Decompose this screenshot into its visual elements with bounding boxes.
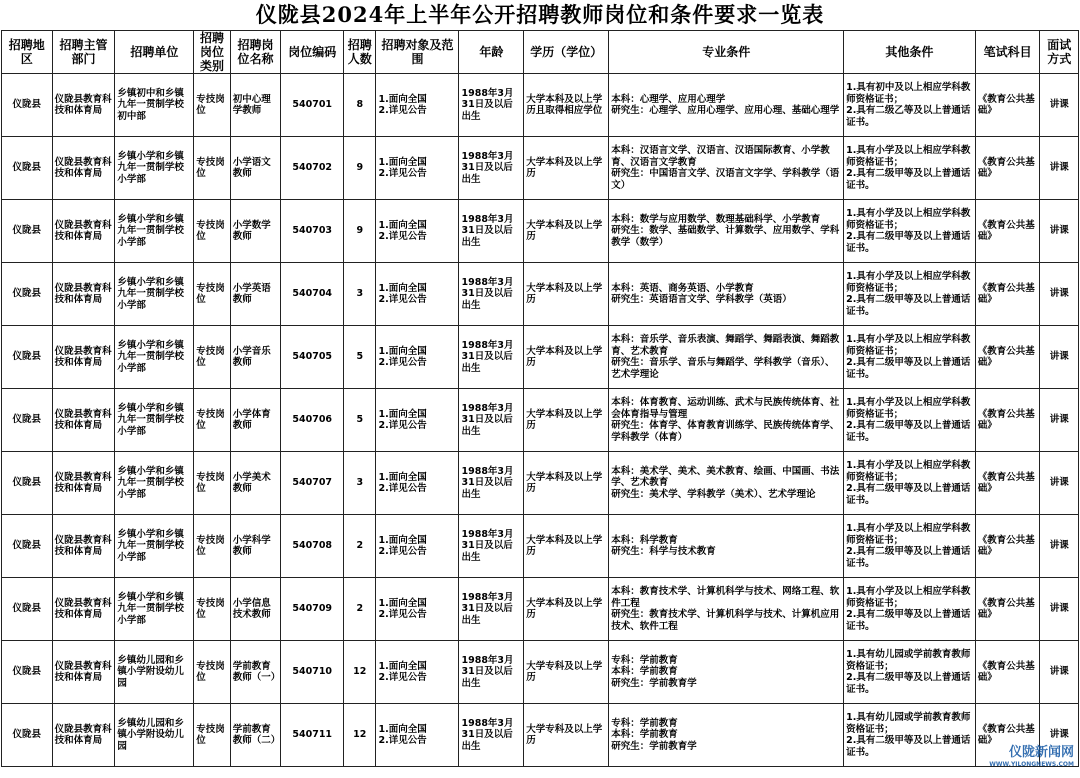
cell-exam: 《教育公共基础》 xyxy=(975,704,1040,767)
cell-category: 专技岗位 xyxy=(194,263,230,326)
cell-code: 540706 xyxy=(281,389,344,452)
major-line: 研究生：科学与技术教育 xyxy=(611,546,716,557)
cell-position: 小学科学教师 xyxy=(230,515,281,578)
cell-target xyxy=(376,137,459,200)
target-line: 2.详见公告 xyxy=(378,420,427,431)
header-target: 招聘对象及范围 xyxy=(376,31,459,74)
other-line: 1.具有初中及以上相应学科教师资格证书； xyxy=(846,82,971,105)
cell-count: 12 xyxy=(344,641,376,704)
cell-code: 540704 xyxy=(281,263,344,326)
major-line: 本科：体育教育、运动训练、武术与民族传统体育、社会体育指导与管理 xyxy=(611,397,840,420)
table-row xyxy=(2,641,1079,704)
other-line: 1.具有小学及以上相应学科教师资格证书； xyxy=(846,145,971,168)
other-line: 1.具有幼儿园或学前教育教师资格证书； xyxy=(846,712,971,735)
target-line: 2.详见公告 xyxy=(378,483,427,494)
target-line: 2.详见公告 xyxy=(378,735,427,746)
other-line: 1.具有小学及以上相应学科教师资格证书； xyxy=(846,397,971,420)
cell-major xyxy=(609,389,844,452)
cell-count: 3 xyxy=(344,452,376,515)
major-line: 本科：美术学、美术、美术教育、绘画、中国画、书法学、艺术教育 xyxy=(611,465,840,489)
cell-category: 专技岗位 xyxy=(194,389,230,452)
major-line: 本科：学前教育 xyxy=(611,729,678,741)
cell-position: 学前教育教师（二） xyxy=(230,704,281,767)
cell-code: 540708 xyxy=(281,515,344,578)
major-line: 研究生：教育技术学、计算机科学与技术、计算机应用技术、软件工程 xyxy=(611,609,840,632)
cell-edu: 大学本科及以上学历 xyxy=(524,137,609,200)
table-row xyxy=(2,704,1079,767)
target-line: 1.面向全国 xyxy=(378,723,427,735)
header-category: 招聘岗位类别 xyxy=(194,31,230,74)
cell-dept: 仪陇县教育科技和体育局 xyxy=(52,515,115,578)
cell-exam: 《教育公共基础》 xyxy=(975,326,1040,389)
target-line: 1.面向全国 xyxy=(378,156,427,168)
cell-category: 专技岗位 xyxy=(194,704,230,767)
cell-position: 初中心理学教师 xyxy=(230,74,281,137)
cell-position: 小学美术教师 xyxy=(230,452,281,515)
cell-count: 9 xyxy=(344,200,376,263)
cell-unit: 乡镇小学和乡镇九年一贯制学校小学部 xyxy=(115,452,194,515)
cell-target xyxy=(376,641,459,704)
major-line: 研究生：学前教育学 xyxy=(611,677,697,689)
cell-major xyxy=(609,704,844,767)
other-line: 2.具有二级甲等及以上普通话证书。 xyxy=(846,420,971,443)
cell-age: 1988年3月31日及以后出生 xyxy=(459,326,524,389)
cell-code: 540711 xyxy=(281,704,344,767)
cell-edu: 大学本科及以上学历 xyxy=(524,326,609,389)
cell-count: 3 xyxy=(344,263,376,326)
cell-count: 5 xyxy=(344,326,376,389)
cell-unit: 乡镇小学和乡镇九年一贯制学校小学部 xyxy=(115,200,194,263)
other-line: 1.具有小学及以上相应学科教师资格证书； xyxy=(846,460,971,483)
cell-unit: 乡镇小学和乡镇九年一贯制学校小学部 xyxy=(115,389,194,452)
cell-category: 专技岗位 xyxy=(194,137,230,200)
cell-code: 540702 xyxy=(281,137,344,200)
other-line: 2.具有二级甲等及以上普通话证书。 xyxy=(846,357,971,380)
target-line: 1.面向全国 xyxy=(378,93,427,105)
major-line: 本科：心理学、应用心理学 xyxy=(611,93,726,105)
table-body xyxy=(2,74,1079,767)
cell-target xyxy=(376,578,459,641)
cell-exam: 《教育公共基础》 xyxy=(975,641,1040,704)
cell-dept: 仪陇县教育科技和体育局 xyxy=(52,263,115,326)
cell-major xyxy=(609,515,844,578)
cell-category: 专技岗位 xyxy=(194,326,230,389)
cell-dept: 仪陇县教育科技和体育局 xyxy=(52,326,115,389)
cell-exam: 《教育公共基础》 xyxy=(975,263,1040,326)
cell-interview: 讲课 xyxy=(1040,263,1079,326)
major-line: 研究生：数学、基础数学、计算数学、应用数学、学科教学（数学） xyxy=(611,225,840,248)
other-line: 2.具有二级甲等及以上普通话证书。 xyxy=(846,672,971,695)
cell-interview: 讲课 xyxy=(1040,200,1079,263)
cell-major xyxy=(609,452,844,515)
cell-age: 1988年3月31日及以后出生 xyxy=(459,263,524,326)
target-line: 2.详见公告 xyxy=(378,609,427,620)
cell-area: 仪陇县 xyxy=(2,641,53,704)
major-line: 本科：英语、商务英语、小学教育 xyxy=(611,282,754,294)
cell-count: 9 xyxy=(344,137,376,200)
cell-edu: 大学本科及以上学历且取得相应学位 xyxy=(524,74,609,137)
cell-other xyxy=(844,641,976,704)
cell-major xyxy=(609,578,844,641)
cell-interview: 讲课 xyxy=(1040,641,1079,704)
cell-dept: 仪陇县教育科技和体育局 xyxy=(52,704,115,767)
cell-count: 2 xyxy=(344,578,376,641)
recruitment-table xyxy=(1,30,1079,767)
major-line: 研究生：体育学、体育教育训练学、民族传统体育学、学科教学（体育） xyxy=(611,420,840,443)
major-line: 研究生：心理学、应用心理学、应用心理、基础心理学 xyxy=(611,105,840,116)
cell-age: 1988年3月31日及以后出生 xyxy=(459,452,524,515)
header-dept: 招聘主管部门 xyxy=(52,31,115,74)
other-line: 2.具有二级甲等及以上普通话证书。 xyxy=(846,294,971,317)
page-title: 仪陇县2024年上半年公开招聘教师岗位和条件要求一览表 xyxy=(255,2,825,27)
cell-interview: 讲课 xyxy=(1040,515,1079,578)
table-row xyxy=(2,578,1079,641)
cell-age: 1988年3月31日及以后出生 xyxy=(459,704,524,767)
cell-edu: 大学专科及以上学历 xyxy=(524,641,609,704)
other-line: 1.具有小学及以上相应学科教师资格证书； xyxy=(846,271,971,294)
other-line: 2.具有二级乙等及以上普通话证书。 xyxy=(846,105,971,128)
major-line: 研究生：学前教育学 xyxy=(611,740,697,752)
target-line: 1.面向全国 xyxy=(378,534,427,546)
cell-edu: 大学专科及以上学历 xyxy=(524,704,609,767)
cell-exam: 《教育公共基础》 xyxy=(975,200,1040,263)
cell-other xyxy=(844,452,976,515)
cell-target xyxy=(376,263,459,326)
cell-area: 仪陇县 xyxy=(2,389,53,452)
cell-position: 学前教育教师（一） xyxy=(230,641,281,704)
major-line: 研究生：中国语言文学、汉语言文字学、学科教学（语文） xyxy=(611,168,840,191)
cell-target xyxy=(376,326,459,389)
cell-age: 1988年3月31日及以后出生 xyxy=(459,641,524,704)
cell-other xyxy=(844,263,976,326)
cell-interview: 讲课 xyxy=(1040,704,1079,767)
cell-other xyxy=(844,137,976,200)
cell-code: 540701 xyxy=(281,74,344,137)
cell-target xyxy=(376,515,459,578)
cell-unit: 乡镇幼儿园和乡镇小学附设幼儿园 xyxy=(115,704,194,767)
other-line: 2.具有二级甲等及以上普通话证书。 xyxy=(846,168,971,191)
target-line: 1.面向全国 xyxy=(378,408,427,420)
cell-count: 2 xyxy=(344,515,376,578)
major-line: 本科：数学与应用数学、数理基础科学、小学教育 xyxy=(611,213,821,225)
cell-position: 小学数学教师 xyxy=(230,200,281,263)
cell-exam: 《教育公共基础》 xyxy=(975,389,1040,452)
cell-target xyxy=(376,74,459,137)
cell-unit: 乡镇小学和乡镇九年一贯制学校小学部 xyxy=(115,137,194,200)
cell-count: 5 xyxy=(344,389,376,452)
cell-age: 1988年3月31日及以后出生 xyxy=(459,74,524,137)
cell-other xyxy=(844,74,976,137)
cell-target xyxy=(376,704,459,767)
header-age: 年龄 xyxy=(459,31,524,74)
major-line: 专科：学前教育 xyxy=(611,717,678,729)
cell-area: 仪陇县 xyxy=(2,704,53,767)
header-count: 招聘人数 xyxy=(344,31,376,74)
cell-category: 专技岗位 xyxy=(194,74,230,137)
cell-area: 仪陇县 xyxy=(2,137,53,200)
other-line: 2.具有二级甲等及以上普通话证书。 xyxy=(846,609,971,632)
target-line: 2.详见公告 xyxy=(378,105,427,116)
cell-target xyxy=(376,452,459,515)
cell-category: 专技岗位 xyxy=(194,200,230,263)
cell-other xyxy=(844,326,976,389)
header-exam: 笔试科目 xyxy=(975,31,1040,74)
cell-target xyxy=(376,389,459,452)
other-line: 1.具有幼儿园或学前教育教师资格证书； xyxy=(846,649,971,672)
cell-dept: 仪陇县教育科技和体育局 xyxy=(52,74,115,137)
cell-unit: 乡镇幼儿园和乡镇小学附设幼儿园 xyxy=(115,641,194,704)
other-line: 1.具有小学及以上相应学科教师资格证书； xyxy=(846,208,971,231)
cell-interview: 讲课 xyxy=(1040,389,1079,452)
target-line: 1.面向全国 xyxy=(378,471,427,483)
major-line: 研究生：美术学、学科教学（美术）、艺术学理论 xyxy=(611,488,816,500)
major-line: 研究生：英语语言文学、学科教学（英语） xyxy=(611,294,792,305)
cell-code: 540705 xyxy=(281,326,344,389)
cell-interview: 讲课 xyxy=(1040,578,1079,641)
cell-exam: 《教育公共基础》 xyxy=(975,452,1040,515)
cell-exam: 《教育公共基础》 xyxy=(975,515,1040,578)
header-edu: 学历（学位） xyxy=(524,31,609,74)
cell-dept: 仪陇县教育科技和体育局 xyxy=(52,137,115,200)
table-row xyxy=(2,389,1079,452)
cell-exam: 《教育公共基础》 xyxy=(975,137,1040,200)
site-watermark xyxy=(964,745,1074,775)
cell-age: 1988年3月31日及以后出生 xyxy=(459,137,524,200)
cell-category: 专技岗位 xyxy=(194,578,230,641)
target-line: 2.详见公告 xyxy=(378,546,427,557)
cell-position: 小学语文教师 xyxy=(230,137,281,200)
table-row xyxy=(2,200,1079,263)
cell-area: 仪陇县 xyxy=(2,263,53,326)
target-line: 2.详见公告 xyxy=(378,231,427,242)
cell-code: 540710 xyxy=(281,641,344,704)
cell-major xyxy=(609,641,844,704)
header-area: 招聘地区 xyxy=(2,31,53,74)
cell-interview: 讲课 xyxy=(1040,452,1079,515)
cell-other xyxy=(844,389,976,452)
cell-area: 仪陇县 xyxy=(2,74,53,137)
cell-target xyxy=(376,200,459,263)
other-line: 2.具有二级甲等及以上普通话证书。 xyxy=(846,231,971,254)
cell-position: 小学英语教师 xyxy=(230,263,281,326)
cell-position: 小学体育教师 xyxy=(230,389,281,452)
cell-major xyxy=(609,74,844,137)
other-line: 1.具有小学及以上相应学科教师资格证书； xyxy=(846,586,971,609)
cell-exam: 《教育公共基础》 xyxy=(975,578,1040,641)
cell-major xyxy=(609,200,844,263)
table-row xyxy=(2,74,1079,137)
cell-other xyxy=(844,515,976,578)
major-line: 本科：音乐学、音乐表演、舞蹈学、舞蹈表演、舞蹈教育、艺术教育 xyxy=(611,334,840,357)
cell-age: 1988年3月31日及以后出生 xyxy=(459,515,524,578)
cell-age: 1988年3月31日及以后出生 xyxy=(459,200,524,263)
cell-dept: 仪陇县教育科技和体育局 xyxy=(52,641,115,704)
cell-interview: 讲课 xyxy=(1040,326,1079,389)
table-row xyxy=(2,263,1079,326)
cell-area: 仪陇县 xyxy=(2,515,53,578)
other-line: 2.具有二级甲等及以上普通话证书。 xyxy=(846,483,971,506)
other-line: 2.具有二级甲等及以上普通话证书。 xyxy=(846,546,971,569)
target-line: 2.详见公告 xyxy=(378,672,427,683)
cell-unit: 乡镇小学和乡镇九年一贯制学校小学部 xyxy=(115,263,194,326)
cell-edu: 大学本科及以上学历 xyxy=(524,389,609,452)
cell-age: 1988年3月31日及以后出生 xyxy=(459,578,524,641)
cell-area: 仪陇县 xyxy=(2,452,53,515)
header-interview: 面试方式 xyxy=(1040,31,1079,74)
watermark-url: WWW.YILONGNEWS.COM xyxy=(989,761,1074,768)
cell-edu: 大学本科及以上学历 xyxy=(524,578,609,641)
cell-major xyxy=(609,263,844,326)
table-row xyxy=(2,326,1079,389)
cell-interview: 讲课 xyxy=(1040,74,1079,137)
cell-area: 仪陇县 xyxy=(2,200,53,263)
watermark-name: 仪陇新闻网 xyxy=(1008,745,1074,760)
cell-edu: 大学本科及以上学历 xyxy=(524,452,609,515)
cell-dept: 仪陇县教育科技和体育局 xyxy=(52,578,115,641)
cell-category: 专技岗位 xyxy=(194,452,230,515)
cell-count: 8 xyxy=(344,74,376,137)
cell-category: 专技岗位 xyxy=(194,515,230,578)
header-position: 招聘岗位名称 xyxy=(230,31,281,74)
cell-edu: 大学本科及以上学历 xyxy=(524,263,609,326)
header-major: 专业条件 xyxy=(609,31,844,74)
cell-unit: 乡镇小学和乡镇九年一贯制学校小学部 xyxy=(115,515,194,578)
cell-unit: 乡镇小学和乡镇九年一贯制学校小学部 xyxy=(115,326,194,389)
table-row xyxy=(2,137,1079,200)
table-header-row xyxy=(2,31,1079,74)
major-line: 本科：学前教育 xyxy=(611,666,678,678)
header-unit: 招聘单位 xyxy=(115,31,194,74)
target-line: 1.面向全国 xyxy=(378,660,427,672)
other-line: 1.具有小学及以上相应学科教师资格证书； xyxy=(846,334,971,357)
cell-dept: 仪陇县教育科技和体育局 xyxy=(52,452,115,515)
table-row xyxy=(2,515,1079,578)
cell-unit: 乡镇初中和乡镇九年一贯制学校初中部 xyxy=(115,74,194,137)
target-line: 1.面向全国 xyxy=(378,219,427,231)
cell-area: 仪陇县 xyxy=(2,578,53,641)
cell-position: 小学音乐教师 xyxy=(230,326,281,389)
header-code: 岗位编码 xyxy=(281,31,344,74)
target-line: 1.面向全国 xyxy=(378,282,427,294)
other-line: 2.具有二级甲等及以上普通话证书。 xyxy=(846,735,971,758)
cell-edu: 大学本科及以上学历 xyxy=(524,200,609,263)
cell-other xyxy=(844,704,976,767)
cell-position: 小学信息技术教师 xyxy=(230,578,281,641)
cell-count: 12 xyxy=(344,704,376,767)
cell-other xyxy=(844,200,976,263)
target-line: 1.面向全国 xyxy=(378,597,427,609)
major-line: 研究生：音乐学、音乐与舞蹈学、学科教学（音乐）、艺术学理论 xyxy=(611,357,835,380)
cell-code: 540703 xyxy=(281,200,344,263)
cell-code: 540707 xyxy=(281,452,344,515)
table-row xyxy=(2,452,1079,515)
cell-dept: 仪陇县教育科技和体育局 xyxy=(52,389,115,452)
cell-other xyxy=(844,578,976,641)
major-line: 本科：教育技术学、计算机科学与技术、网络工程、软件工程 xyxy=(611,586,840,609)
cell-dept: 仪陇县教育科技和体育局 xyxy=(52,200,115,263)
cell-area: 仪陇县 xyxy=(2,326,53,389)
major-line: 本科：科学教育 xyxy=(611,534,678,546)
major-line: 本科：汉语言文学、汉语言、汉语国际教育、小学教育、汉语言文学教育 xyxy=(611,145,830,168)
target-line: 2.详见公告 xyxy=(378,294,427,305)
major-line: 专科：学前教育 xyxy=(611,654,678,666)
target-line: 1.面向全国 xyxy=(378,345,427,357)
cell-code: 540709 xyxy=(281,578,344,641)
cell-category: 专技岗位 xyxy=(194,641,230,704)
cell-major xyxy=(609,326,844,389)
cell-edu: 大学本科及以上学历 xyxy=(524,515,609,578)
cell-interview: 讲课 xyxy=(1040,137,1079,200)
target-line: 2.详见公告 xyxy=(378,357,427,368)
target-line: 2.详见公告 xyxy=(378,168,427,179)
cell-major xyxy=(609,137,844,200)
cell-unit: 乡镇小学和乡镇九年一贯制学校小学部 xyxy=(115,578,194,641)
header-other: 其他条件 xyxy=(844,31,976,74)
other-line: 1.具有小学及以上相应学科教师资格证书； xyxy=(846,523,971,546)
cell-exam: 《教育公共基础》 xyxy=(975,74,1040,137)
cell-age: 1988年3月31日及以后出生 xyxy=(459,389,524,452)
